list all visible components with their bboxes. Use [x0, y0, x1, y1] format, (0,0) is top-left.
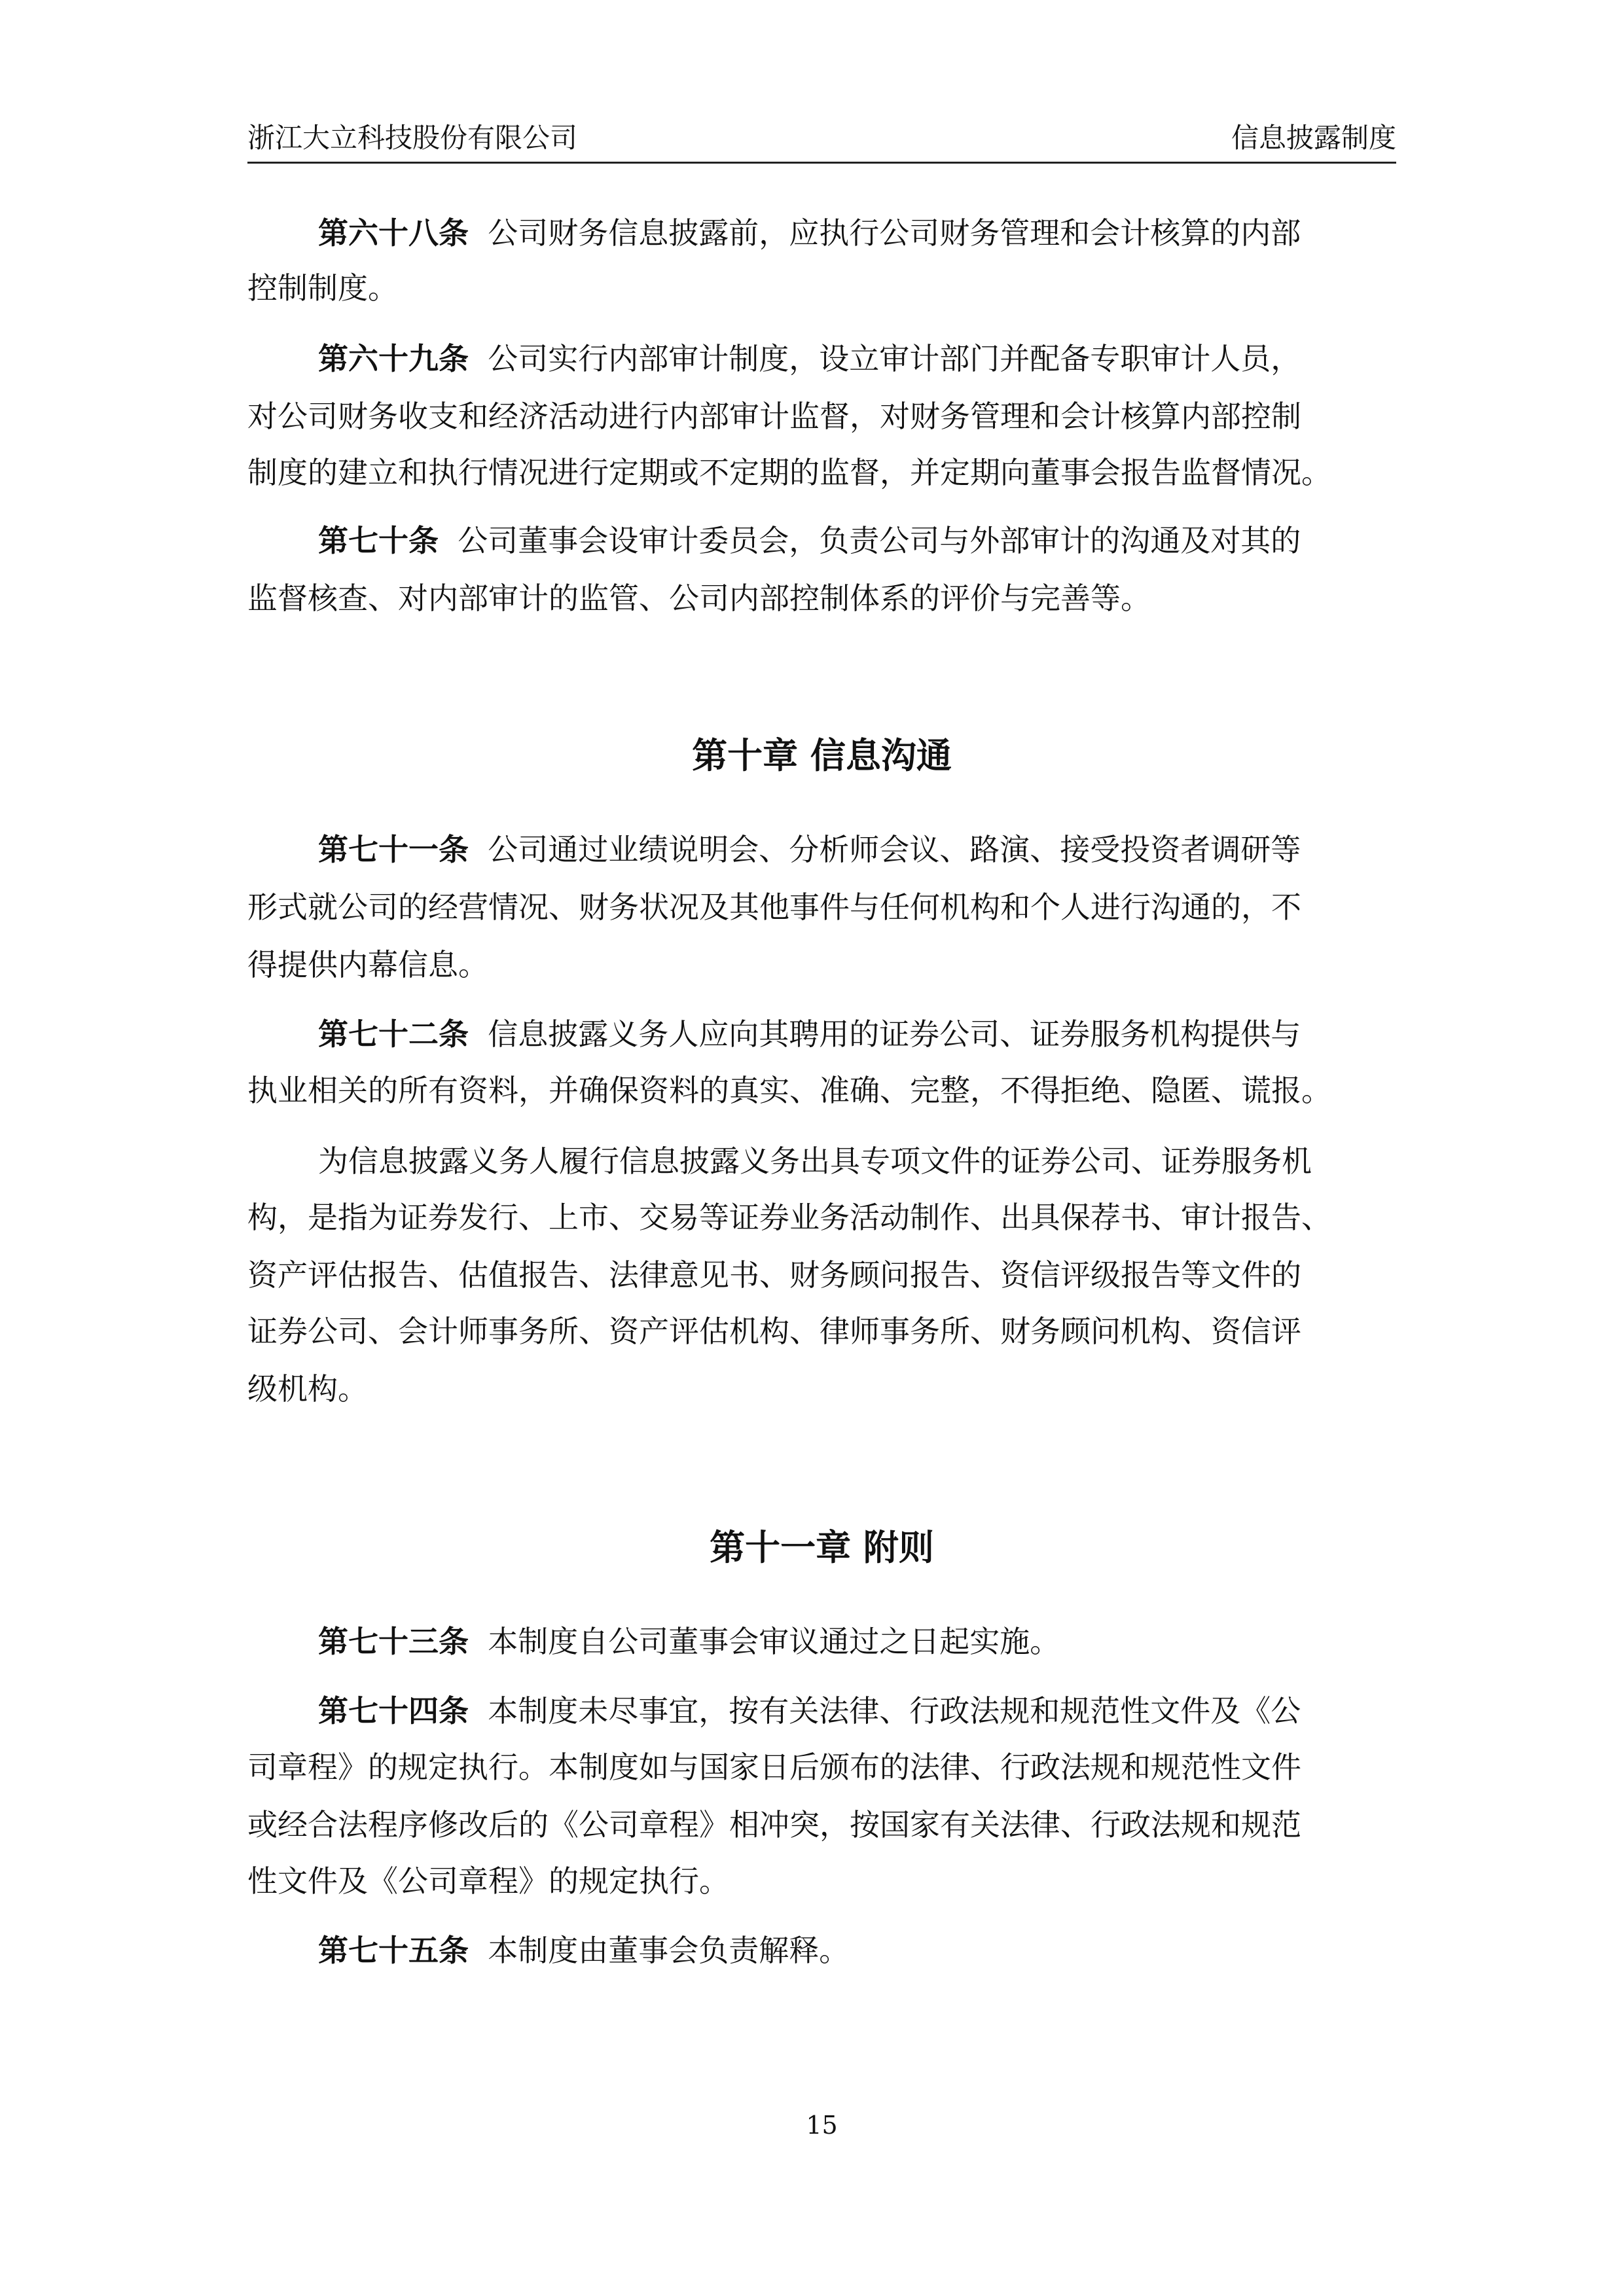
article-75-label: 第七十五条	[318, 1933, 469, 1968]
article-73-line-1: 第七十三条 本制度自公司董事会审议通过之日起实施。	[318, 1624, 1060, 1659]
article-72-para-2-line-3: 资产评估报告、估值报告、法律意见书、财务顾问报告、资信评级报告等文件的	[247, 1257, 1301, 1293]
article-72-label: 第七十二条	[318, 1016, 469, 1052]
article-69-line-1: 第六十九条 公司实行内部审计制度，设立审计部门并配备专职审计人员，	[318, 341, 1301, 376]
article-74-line-1: 第七十四条 本制度未尽事宜，按有关法律、行政法规和规范性文件及《公	[318, 1693, 1301, 1729]
article-71-line-3: 得提供内幕信息。	[247, 947, 488, 982]
article-68-line-1: 第六十八条 公司财务信息披露前，应执行公司财务管理和会计核算的内部	[318, 215, 1301, 251]
article-74-label: 第七十四条	[318, 1693, 469, 1729]
page-number: 15	[806, 2111, 838, 2140]
article-72-para-2-line-4: 证券公司、会计师事务所、资产评估机构、律师事务所、财务顾问机构、资信评	[247, 1314, 1301, 1349]
article-74-line-4: 性文件及《公司章程》的规定执行。	[247, 1863, 729, 1899]
article-68-line-2: 控制制度。	[247, 270, 398, 306]
chapter-11-heading: 第十一章 附则	[710, 1527, 934, 1568]
article-70-line-1: 第七十条 公司董事会设审计委员会，负责公司与外部审计的沟通及对其的	[318, 523, 1301, 558]
article-74-line-2: 司章程》的规定执行。本制度如与国家日后颁布的法律、行政法规和规范性文件	[247, 1749, 1301, 1785]
header-divider	[247, 162, 1396, 164]
article-72-para-2-line-2: 构，是指为证券发行、上市、交易等证券业务活动制作、出具保荐书、审计报告、	[247, 1200, 1331, 1235]
article-72-para-2-line-1: 为信息披露义务人履行信息披露义务出具专项文件的证券公司、证券服务机	[318, 1143, 1312, 1179]
page-header	[247, 111, 1396, 164]
article-70-label: 第七十条	[318, 523, 439, 558]
article-69-label: 第六十九条	[318, 341, 469, 376]
article-71-line-1: 第七十一条 公司通过业绩说明会、分析师会议、路演、接受投资者调研等	[318, 832, 1301, 867]
article-72-para-2-line-5: 级机构。	[247, 1371, 368, 1407]
chapter-10-heading: 第十章 信息沟通	[692, 735, 952, 776]
article-72-line-2: 执业相关的所有资料，并确保资料的真实、准确、完整，不得拒绝、隐匿、谎报。	[247, 1073, 1331, 1108]
article-73-label: 第七十三条	[318, 1624, 469, 1659]
article-75-line-1: 第七十五条 本制度由董事会负责解释。	[318, 1933, 850, 1968]
header-company: 浙江大立科技股份有限公司	[247, 122, 578, 154]
article-71-line-2: 形式就公司的经营情况、财务状况及其他事件与任何机构和个人进行沟通的，不	[247, 889, 1301, 925]
header-doc-title: 信息披露制度	[1231, 122, 1396, 154]
article-69-line-3: 制度的建立和执行情况进行定期或不定期的监督，并定期向董事会报告监督情况。	[247, 455, 1331, 490]
article-72-line-1: 第七十二条 信息披露义务人应向其聘用的证券公司、证券服务机构提供与	[318, 1016, 1301, 1052]
article-69-line-2: 对公司财务收支和经济活动进行内部审计监督，对财务管理和会计核算内部控制	[247, 399, 1301, 434]
article-70-line-2: 监督核查、对内部审计的监管、公司内部控制体系的评价与完善等。	[247, 581, 1151, 616]
article-68-label: 第六十八条	[318, 215, 469, 251]
article-74-line-3: 或经合法程序修改后的《公司章程》相冲突，按国家有关法律、行政法规和规范	[247, 1807, 1301, 1842]
article-71-label: 第七十一条	[318, 832, 469, 867]
